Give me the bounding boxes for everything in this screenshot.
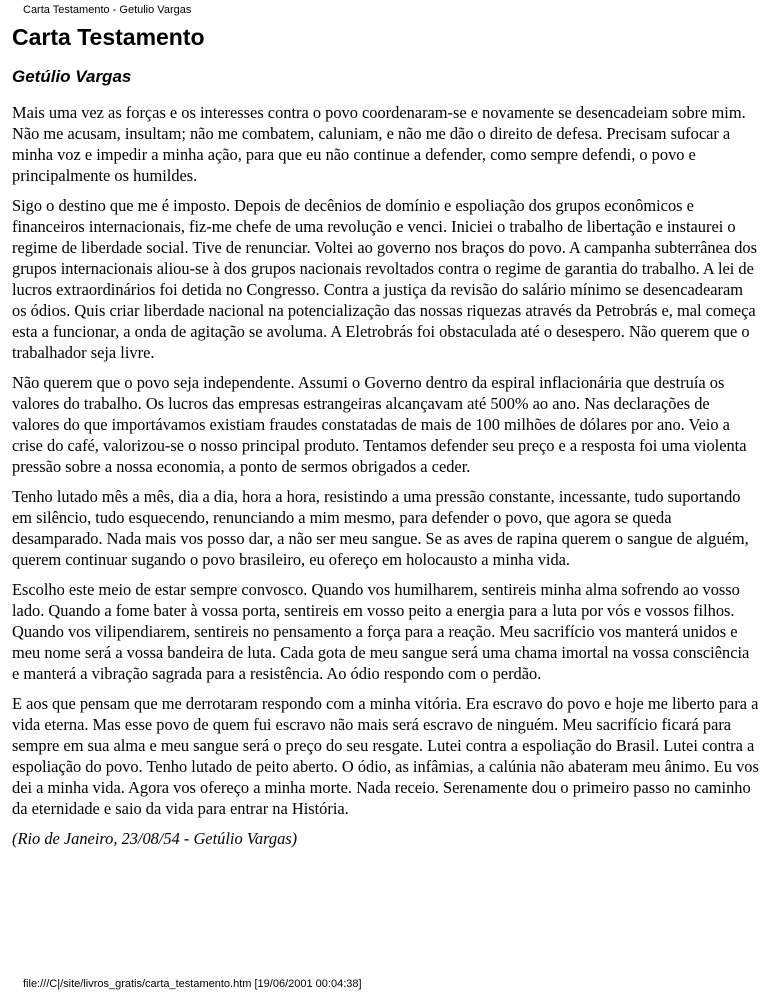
paragraph-5: Escolho este meio de estar sempre convosco. Quando vos humilharem, sentireis minha alma sofrendo ao vosso lado. Quando a fome bater à vossa porta, sentireis em vosso peito a energia para a luta por vós e vossos filhos. Quando vos vilipendiarem, sentireis no pensamento a força para a reação. Meu sacrifício vos manterá unidos e meu nome será a vossa bandeira de luta. Cada gota de meu sangue será uma chama imortal na vossa consciência e manterá a vibração sagrada para a resistência. Ao ódio respondo com o perdão. [12, 580, 750, 683]
print-footer-file-info: file:///C|/site/livros_gratis/carta_testamento.htm [19/06/2001 00:04:38] [23, 978, 362, 990]
paragraph-1: Mais uma vez as forças e os interesses contra o povo coordenaram-se e novamente se desencadeiam sobre mim. Não me acusam, insultam; não me combatem, caluniam, e não me dão o direito de defesa. Precisam sufocar a minha voz e impedir a minha ação, para que eu não continue a defender, como sempre defendi, o povo e principalmente os humildes. [12, 103, 746, 185]
print-header-title: Carta Testamento - Getulio Vargas [23, 4, 192, 16]
paragraph-2: Sigo o destino que me é imposto. Depois de decênios de domínio e espoliação dos grupos econômicos e financeiros internacionais, fiz-me chefe de uma revolução e venci. Iniciei o trabalho de libertação e instaurei o regime de liberdade social. Tive de renunciar. Voltei ao governo nos braços do povo. A campanha subterrânea dos grupos internacionais aliou-se à dos grupos nacionais revoltados contra o regime de garantia do trabalho. A lei de lucros extraordinários foi detida no Congresso. Contra a justiça da revisão do salário mínimo se desencadearam os ódios. Quis criar liberdade nacional na potencialização das nossas riquezas através da Petrobrás e, mal começa esta a funcionar, a onda de agitação se avoluma. A Eletrobrás foi obstaculada até o desespero. Não querem que o trabalhador seja livre. [12, 196, 757, 362]
paragraph-4: Tenho lutado mês a mês, dia a dia, hora a hora, resistindo a uma pressão constante, incessante, tudo suportando em silêncio, tudo esquecendo, renunciando a mim mesmo, para defender o povo, que agora se queda desamparado. Nada mais vos posso dar, a não ser meu sangue. Se as aves de rapina querem o sangue de alguém, querem continuar sugando o povo brasileiro, eu ofereço em holocausto a minha vida. [12, 487, 749, 569]
document-author: Getúlio Vargas [12, 67, 132, 86]
paragraph-6: E aos que pensam que me derrotaram respondo com a minha vitória. Era escravo do povo e hoje me liberto para a vida eterna. Mas esse povo de quem fui escravo não mais será escravo de ninguém. Meu sacrifício ficará para sempre em sua alma e meu sangue será o preço do seu resgate. Lutei contra a espoliação do Brasil. Lutei contra a espoliação do povo. Tenho lutado de peito aberto. O ódio, as infâmias, a calúnia não abateram meu ânimo. Eu vos dei a minha vida. Agora vos ofereço a minha morte. Nada receio. Serenamente dou o primeiro passo no caminho da eternidade e saio da vida para entrar na História. [12, 694, 759, 818]
paragraph-3: Não querem que o povo seja independente. Assumi o Governo dentro da espiral inflacionária que destruía os valores do trabalho. Os lucros das empresas estrangeiras alcançavam até 500% ao ano. Nas declarações de valores do que importávamos existiam fraudes constatadas de mais de 100 milhões de dólares por ano. Veio a crise do café, valorizou-se o nosso principal produto. Tentamos defender seu preço e a resposta foi uma violenta pressão sobre a nossa economia, a ponto de sermos obrigados a ceder. [12, 373, 747, 476]
document-body [12, 102, 760, 858]
signature-line: (Rio de Janeiro, 23/08/54 - Getúlio Vargas) [12, 829, 298, 848]
document-title: Carta Testamento [12, 24, 205, 50]
